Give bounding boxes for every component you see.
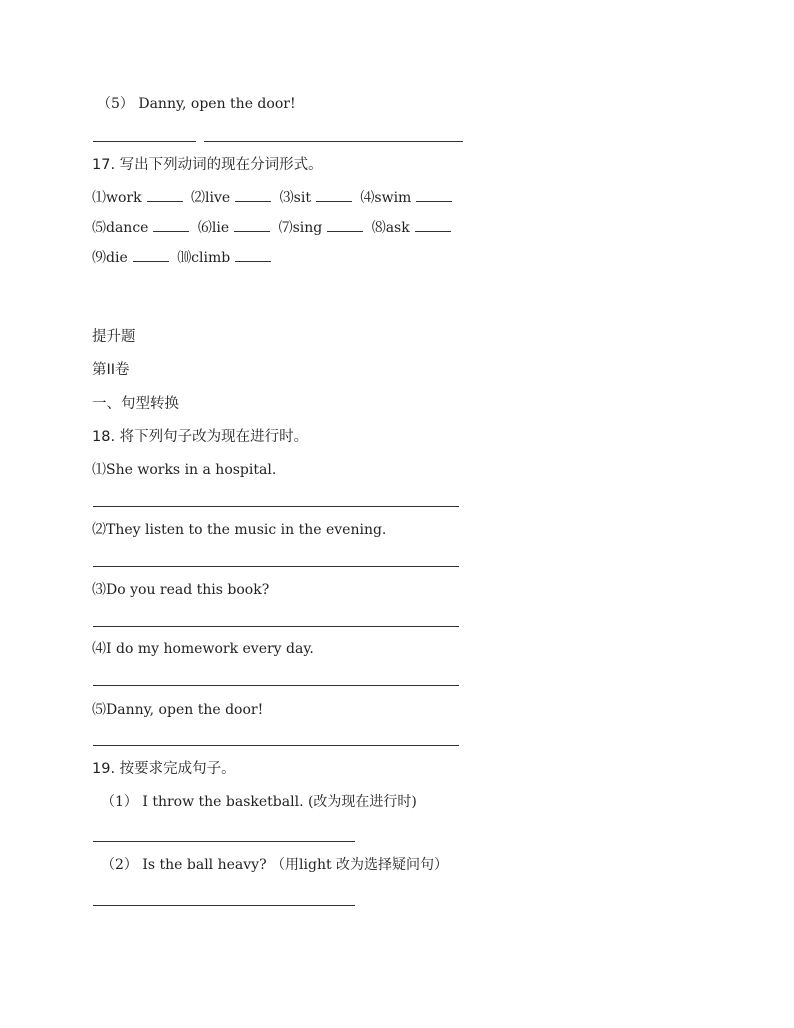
verb-item: ⑼die: [92, 250, 128, 266]
answer-blank[interactable]: [415, 219, 451, 232]
question-item: （5） Danny, open the door!: [97, 96, 296, 112]
answer-line[interactable]: [93, 566, 459, 567]
sentence-item: ⑴She works in a hospital.: [92, 462, 277, 478]
answer-line[interactable]: [93, 685, 459, 686]
verb-item: ⑻ask: [371, 220, 410, 236]
volume-heading: 第II卷: [92, 362, 130, 378]
answer-line[interactable]: [204, 141, 463, 142]
answer-line[interactable]: [93, 141, 196, 142]
verb-row: [92, 249, 275, 267]
answer-blank[interactable]: [234, 219, 270, 232]
sentence-item: ⑸Danny, open the door!: [92, 702, 264, 718]
answer-blank[interactable]: [416, 189, 452, 202]
section-level: 提升题: [92, 329, 136, 345]
verb-item: ⑽climb: [177, 250, 231, 266]
sentence-item: （1） I throw the basketball. (改为现在进行时): [101, 794, 417, 810]
verb-item: ⑶sit: [279, 190, 311, 206]
answer-line[interactable]: [93, 626, 459, 627]
answer-blank[interactable]: [147, 189, 183, 202]
verb-item: ⑹lie: [197, 220, 230, 236]
answer-blank[interactable]: [235, 249, 271, 262]
answer-blank[interactable]: [153, 219, 189, 232]
verb-item: ⑷swim: [360, 190, 412, 206]
verb-row: [92, 219, 455, 237]
verb-item: ⑵live: [191, 190, 231, 206]
question-17-title: 17. 写出下列动词的现在分词形式。: [92, 157, 323, 173]
verb-item: ⑸dance: [92, 220, 149, 236]
answer-blank[interactable]: [133, 249, 169, 262]
question-19-title: 19. 按要求完成句子。: [92, 761, 236, 777]
answer-line[interactable]: [93, 745, 459, 746]
answer-blank[interactable]: [235, 189, 271, 202]
answer-blank[interactable]: [316, 189, 352, 202]
answer-blank[interactable]: [327, 219, 363, 232]
answer-line[interactable]: [93, 905, 355, 906]
verb-item: ⑴work: [92, 190, 142, 206]
verb-item: ⑺sing: [278, 220, 323, 236]
answer-line[interactable]: [93, 841, 355, 842]
answer-line[interactable]: [93, 506, 459, 507]
sentence-item: （2） Is the ball heavy? （用light 改为选择疑问句）: [101, 857, 449, 873]
question-18-title: 18. 将下列句子改为现在进行时。: [92, 429, 309, 445]
verb-row: [92, 189, 456, 207]
sentence-item: ⑶Do you read this book?: [92, 582, 270, 598]
sentence-item: ⑵They listen to the music in the evening.: [92, 522, 387, 538]
sentence-item: ⑷I do my homework every day.: [92, 641, 314, 657]
part-heading: 一、句型转换: [92, 396, 179, 412]
